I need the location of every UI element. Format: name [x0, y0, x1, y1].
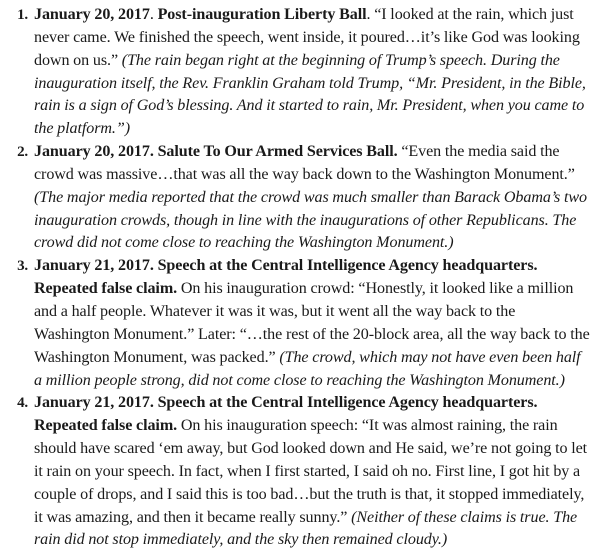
claim-quote: On his inauguration crowd: “Honestly, it looked like a million and a half people. Whatever it was it was, but it went all the way back to the Washington Monument.” Later: “…the rest of the 20-block area, all the way back to the Washington Monument, was packed.” — [34, 280, 590, 366]
claim-event: Salute To Our Armed Services Ball. — [153, 143, 398, 161]
claim-date: January 21, 2017. — [34, 394, 154, 412]
claim-note: (The rain began right at the beginning of Trump’s speech. During the inauguration itself, the Rev. Franklin Graham told Trump, “Mr. President, in the Bible, rain is a sign of God’s blessing. And it started to rain, Mr. President, when you came to the platform.”) — [34, 51, 586, 138]
list-item — [8, 392, 592, 552]
claim-list — [8, 4, 592, 552]
claim-event-separator: . — [366, 6, 375, 23]
list-item-marker: 3. — [17, 258, 28, 275]
claim-quote: “Even the media said the crowd was massive…that was all the way back down to the Washington Monument.” — [34, 143, 575, 183]
claim-date: January 20, 2017 — [34, 6, 150, 23]
claim-quote: “I looked at the rain, which just never came. We finished the speech, went inside, it poured…it’s like God was looking down on us.” — [34, 6, 580, 69]
list-item-marker: 4. — [17, 395, 28, 412]
claim-quote: On his inauguration speech: “It was almost raining, the rain should have scared ‘em away, but God looked down and He said, we’re not going to let it rain on your speech. In fact, when I first started, I said oh no. First line, I got hit by a couple of drops, and I said this is too bad…but the truth is that, it stopped immediately, it was amazing, and then it became really sunny.” — [34, 417, 588, 526]
claim-note: (Neither of these claims is true. The rain did not stop immediately, and the sky then remained cloudy.) — [34, 508, 578, 549]
claim-note: (The crowd, which may not have even been half a million people strong, did not come close to reaching the Washington Monument.) — [34, 348, 581, 389]
list-item-marker: 2. — [17, 144, 28, 161]
list-item — [8, 255, 592, 392]
claim-date-separator: . — [149, 6, 154, 23]
claim-event: Speech at the Central Intelligence Agency headquarters. Repeated false claim. — [34, 257, 538, 298]
claim-event: Post-inauguration Liberty Ball — [153, 6, 367, 23]
list-item-marker: 1. — [17, 7, 28, 23]
claim-note: (The major media reported that the crowd was much smaller than Barack Obama’s two inauguration crowds, though in line with the inaugurations of other Republicans. The crowd did not come close to reaching the Washington Monument.) — [34, 188, 587, 252]
claim-date: January 21, 2017. — [34, 257, 154, 275]
claim-date: January 20, 2017. — [34, 143, 154, 161]
list-item — [8, 141, 592, 255]
claim-event: Speech at the Central Intelligence Agency headquarters. Repeated false claim. — [34, 394, 538, 435]
list-item — [8, 4, 592, 141]
